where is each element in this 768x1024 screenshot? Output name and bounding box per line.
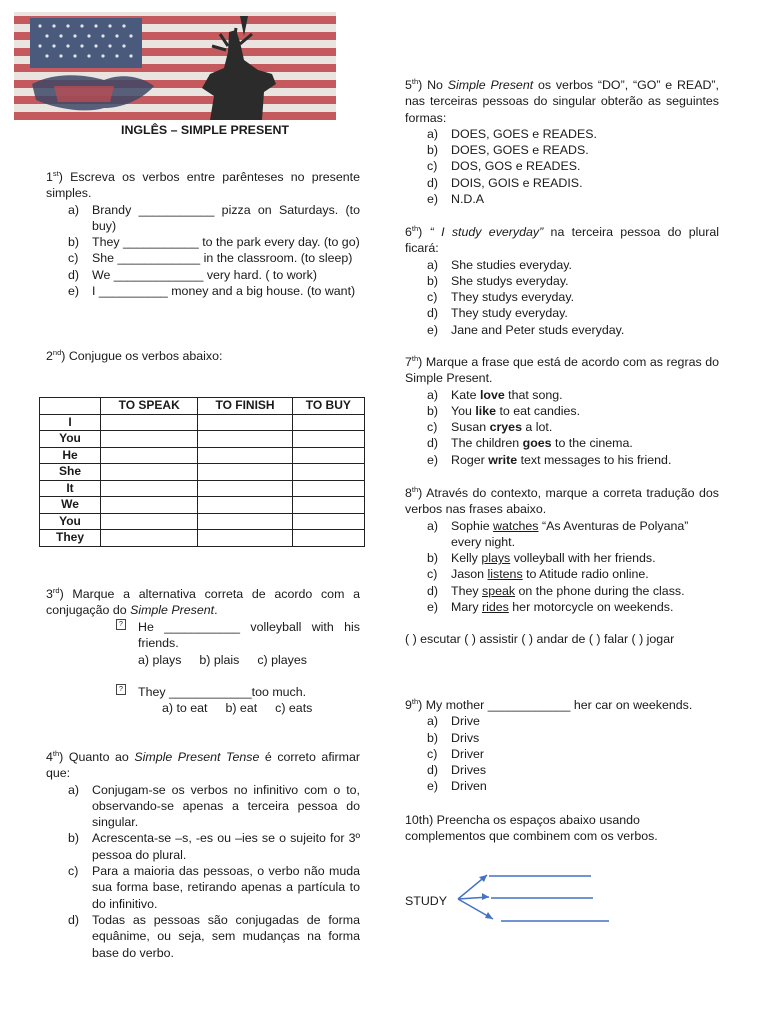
arrow-diagram — [455, 867, 615, 927]
list-item[interactable]: a) Drive — [427, 714, 480, 729]
pronoun-cell: You — [40, 431, 101, 448]
question-8-prompt: 8th) Através do contexto, marque a correta tradução dos verbos nas frases abaixo. — [405, 484, 719, 517]
box-bullet-icon: ? — [116, 619, 126, 630]
list-item[interactable]: c) Susan cryes a lot. — [427, 420, 553, 435]
list-item: e) I __________ money and a big house. (to want) — [68, 284, 356, 299]
list-item[interactable]: c) Driver — [427, 746, 485, 761]
answer-cell[interactable] — [292, 530, 364, 547]
table-header-row — [40, 398, 365, 415]
answer-cell[interactable] — [101, 464, 198, 481]
answer-cell[interactable] — [101, 431, 198, 448]
list-item: d) We _____________ very hard. ( to work) — [68, 267, 317, 282]
answer-cell[interactable] — [198, 431, 292, 448]
list-item: a) Brandy ___________ pizza on Saturdays. (to buy) — [68, 202, 360, 233]
list-item[interactable]: d) They study everyday. — [427, 306, 568, 321]
question-4-prompt: 4th) Quanto ao Simple Present Tense é correto afirmar que: — [46, 748, 360, 781]
list-item: a) Conjugam-se os verbos no infinitivo com o to, observando-se apenas a terceira pessoa do singular. — [68, 782, 360, 830]
pronoun-cell: They — [40, 530, 101, 547]
answer-cell[interactable] — [292, 464, 364, 481]
question-6 — [405, 224, 719, 338]
conjugation-table — [39, 397, 365, 547]
question-9 — [405, 697, 719, 795]
pronoun-cell: We — [40, 497, 101, 514]
list-item: b) Kelly plays volleyball with her friends. — [427, 551, 656, 566]
list-item[interactable]: e) Roger write text messages to his friend. — [427, 452, 672, 467]
question-8 — [405, 485, 719, 648]
answer-cell[interactable] — [101, 414, 198, 431]
question-4 — [46, 749, 360, 961]
pronoun-cell: She — [40, 464, 101, 481]
question-1-items — [68, 202, 360, 300]
option[interactable]: c) playes — [257, 652, 307, 667]
question-5 — [405, 77, 719, 207]
answer-cell[interactable] — [198, 513, 292, 530]
option[interactable]: b) eat — [225, 701, 258, 716]
answer-cell[interactable] — [198, 530, 292, 547]
table-row — [40, 414, 365, 431]
list-item[interactable]: d) Drives — [427, 763, 487, 778]
question-3-sub1: ? He ___________ volleyball with his friends. a) plays b) plais c) playes — [116, 619, 360, 668]
list-item[interactable]: b) DOES, GOES e READS. — [427, 143, 589, 158]
list-item[interactable]: e) Jane and Peter studs everyday. — [427, 322, 625, 337]
answer-cell[interactable] — [292, 431, 364, 448]
table-row — [40, 530, 365, 547]
list-item: c) Jason listens to Atitude radio online. — [427, 567, 649, 582]
question-9-prompt: 9th) My mother ____________ her car on weekends. — [405, 696, 693, 712]
table-row — [40, 431, 365, 448]
option[interactable]: c) eats — [275, 701, 313, 716]
study-verb: STUDY — [405, 894, 447, 908]
answer-cell[interactable] — [198, 414, 292, 431]
question-1-prompt: 1st) Escreva os verbos entre parênteses no presente simples. — [46, 168, 360, 201]
answer-cell[interactable] — [101, 480, 198, 497]
pronoun-cell: I — [40, 414, 101, 431]
answer-cell[interactable] — [292, 447, 364, 464]
answer-cell[interactable] — [292, 513, 364, 530]
list-item[interactable]: b) Drivs — [427, 730, 480, 745]
list-item[interactable]: d) The children goes to the cinema. — [427, 436, 633, 451]
list-item[interactable]: a) DOES, GOES e READES. — [427, 126, 597, 141]
question-7-prompt: 7th) Marque a frase que está de acordo com as regras do Simple Present. — [405, 353, 719, 386]
answer-cell[interactable] — [101, 530, 198, 547]
pronoun-cell: He — [40, 447, 101, 464]
answer-cell[interactable] — [292, 414, 364, 431]
table-row — [40, 497, 365, 514]
option[interactable]: a) to eat — [162, 701, 208, 716]
box-bullet-icon: ? — [116, 684, 126, 695]
answer-cell[interactable] — [101, 513, 198, 530]
table-row — [40, 513, 365, 530]
translation-answer-options[interactable]: ( ) escutar ( ) assistir ( ) andar de ( ) falar ( ) jogar — [405, 632, 675, 647]
list-item: c) Para a maioria das pessoas, o verbo não muda sua forma base, retirando apenas a partícula to do infinitivo. — [68, 864, 360, 911]
us-flag-statue-of-liberty-image — [14, 12, 336, 120]
answer-cell[interactable] — [292, 480, 364, 497]
list-item[interactable]: d) DOIS, GOIS e READIS. — [427, 175, 583, 190]
list-item: b) Acrescenta-se –s, -es ou –ies se o sujeito for 3º pessoa do plural. — [68, 831, 360, 862]
answer-cell[interactable] — [101, 497, 198, 514]
table-row — [40, 447, 365, 464]
list-item[interactable]: a) She studies everyday. — [427, 257, 572, 272]
column-header: TO BUY — [292, 398, 364, 415]
question-1 — [46, 169, 360, 299]
column-header: TO FINISH — [198, 398, 292, 415]
list-item: c) She ____________ in the classroom. (to sleep) — [68, 251, 353, 266]
list-item: e) Mary rides her motorcycle on weekends. — [427, 600, 674, 615]
list-item[interactable]: c) They studys everyday. — [427, 290, 575, 305]
list-item[interactable]: b) She studys everyday. — [427, 273, 569, 288]
list-item[interactable]: e) N.D.A — [427, 192, 485, 207]
list-item[interactable]: a) Kate love that song. — [427, 387, 563, 402]
list-item: b) They ___________ to the park every day. (to go) — [68, 235, 360, 250]
table-row — [40, 464, 365, 481]
page-title: INGLÊS – SIMPLE PRESENT — [121, 123, 289, 137]
list-item[interactable]: e) Driven — [427, 779, 487, 794]
question-5-prompt: 5th) No Simple Present os verbos “DO”, “GO” e READ”, nas terceiras pessoas do singular obterão as seguintes formas: — [405, 76, 719, 125]
answer-cell[interactable] — [198, 480, 292, 497]
banner-image — [14, 12, 336, 120]
table-corner-cell — [40, 398, 101, 415]
pronoun-cell: It — [40, 480, 101, 497]
list-item[interactable]: c) DOS, GOS e READES. — [427, 159, 581, 174]
question-6-prompt: 6th) “ I study everyday” na terceira pessoa do plural ficará: — [405, 223, 719, 256]
question-3-sub2: ? They ____________too much. a) to eat b) eat c) eats — [116, 684, 360, 717]
table-row — [40, 480, 365, 497]
pronoun-cell: You — [40, 513, 101, 530]
answer-cell[interactable] — [198, 497, 292, 514]
option[interactable]: a) plays — [138, 652, 182, 667]
question-3-prompt: 3rd) Marque a alternativa correta de acordo com a conjugação do Simple Present. — [46, 585, 360, 618]
list-item: a) Sophie watches “As Aventuras de Polyana” every night. — [427, 518, 689, 549]
list-item[interactable]: b) You like to eat candies. — [427, 403, 581, 418]
arrow-head-icon — [482, 893, 489, 900]
option[interactable]: b) plais — [199, 652, 240, 667]
answer-cell[interactable] — [198, 447, 292, 464]
question-7 — [405, 354, 719, 468]
answer-cell[interactable] — [198, 464, 292, 481]
answer-cell[interactable] — [101, 447, 198, 464]
question-10-prompt: 10th) Preencha os espaços abaixo usando complementos que combinem com os verbos. — [405, 813, 658, 844]
question-2-prompt: 2nd) Conjugue os verbos abaixo: — [46, 347, 223, 363]
list-item: d) Todas as pessoas são conjugadas de forma equânime, ou seja, sem mudanças na forma base do verbo. — [68, 912, 360, 960]
answer-cell[interactable] — [292, 497, 364, 514]
column-header: TO SPEAK — [101, 398, 198, 415]
list-item: d) They speak on the phone during the class. — [427, 583, 685, 598]
